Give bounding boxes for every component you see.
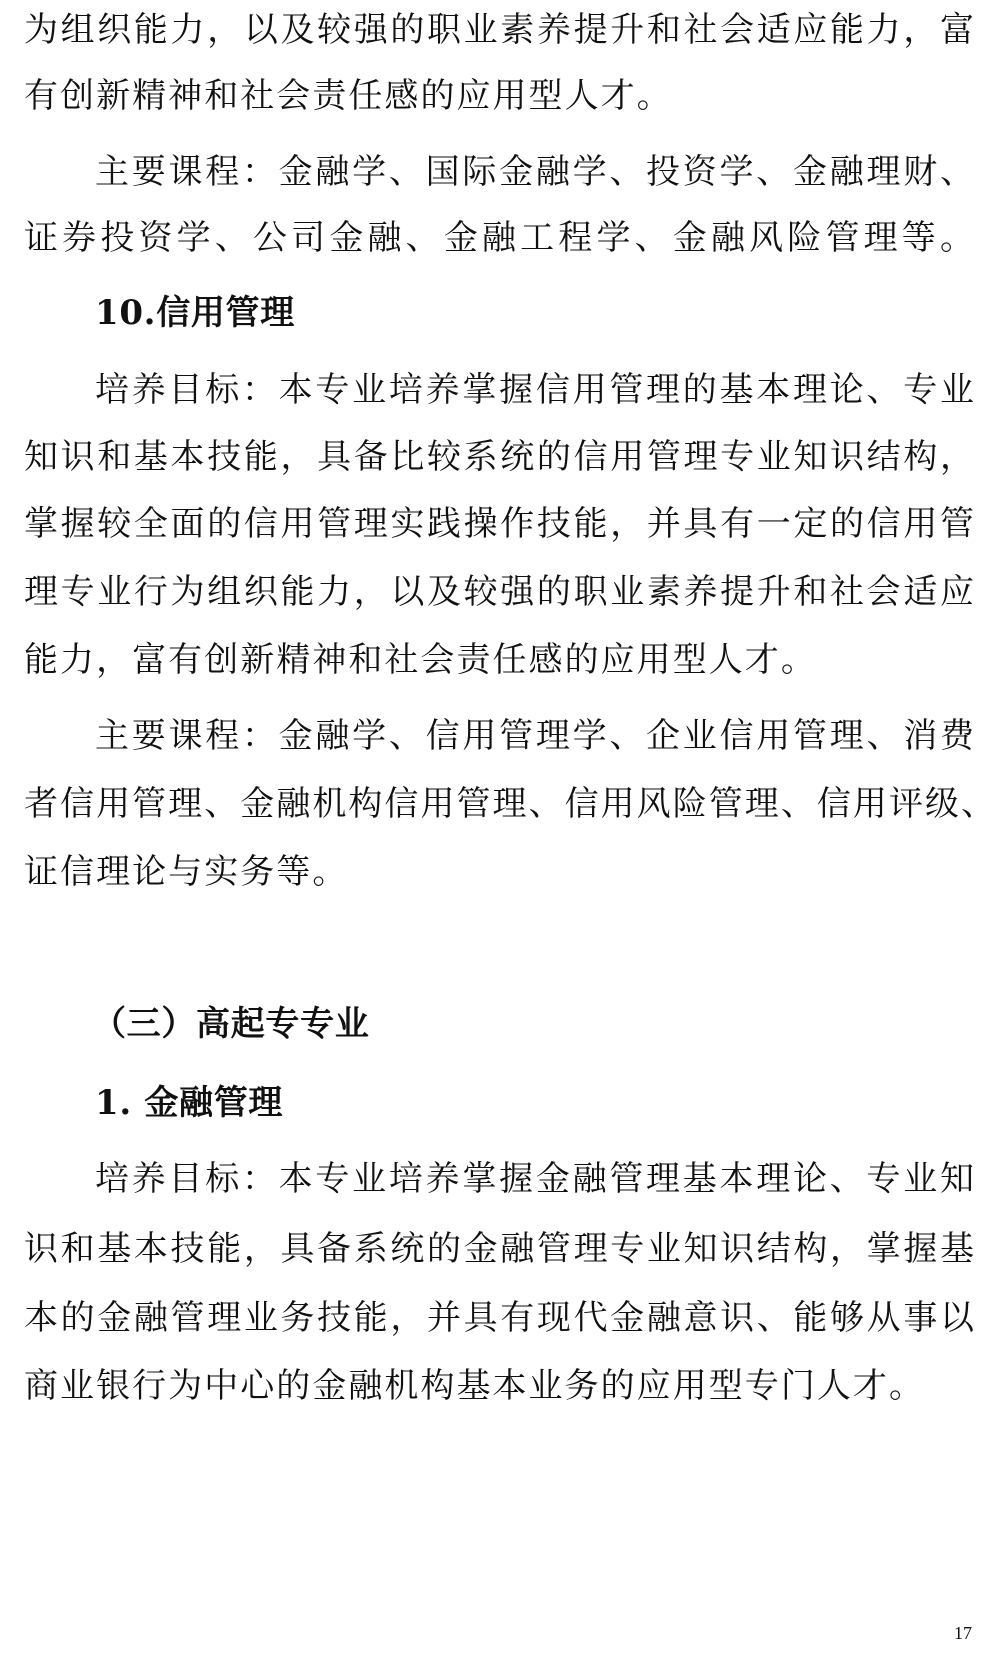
paragraph-line: 证券投资学、公司金融、金融工程学、金融风险管理等。 [24, 218, 976, 258]
paragraph-line: 有创新精神和社会责任感的应用型人才。 [24, 76, 673, 116]
paragraph-line: 者信用管理、金融机构信用管理、信用风险管理、信用评级、 [24, 784, 998, 824]
paragraph-line: 证信理论与实务等。 [24, 852, 349, 892]
training-objective-line: 培养目标：本专业培养掌握信用管理的基本理论、专业 [95, 370, 976, 410]
page-number: 17 [954, 1623, 972, 1643]
paragraph-line: 商业银行为中心的金融机构基本业务的应用型专门人才。 [24, 1366, 925, 1406]
section-heading-high-school-to-college: （三）高起专专业 [92, 1004, 370, 1044]
paragraph-line: 能力，富有创新精神和社会责任感的应用型人才。 [24, 640, 817, 680]
main-courses-line: 主要课程：金融学、信用管理学、企业信用管理、消费 [95, 716, 976, 756]
paragraph-line: 知识和基本技能，具备比较系统的信用管理专业知识结构， [24, 437, 976, 477]
paragraph-line: 本的金融管理业务技能，并具有现代金融意识、能够从事以 [24, 1298, 976, 1338]
paragraph-line: 掌握较全面的信用管理实践操作技能，并具有一定的信用管 [24, 504, 976, 544]
main-courses-line: 主要课程：金融学、国际金融学、投资学、金融理财、 [95, 152, 976, 192]
section-heading-credit-management: 10.信用管理 [95, 293, 295, 333]
paragraph-line: 为组织能力，以及较强的职业素养提升和社会适应能力，富 [24, 10, 976, 50]
paragraph-line: 识和基本技能，具备系统的金融管理专业知识结构，掌握基 [24, 1229, 976, 1269]
section-heading-finance-management: 1. 金融管理 [95, 1083, 284, 1123]
paragraph-line: 理专业行为组织能力，以及较强的职业素养提升和社会适应 [24, 572, 976, 612]
training-objective-line: 培养目标：本专业培养掌握金融管理基本理论、专业知 [95, 1159, 976, 1199]
